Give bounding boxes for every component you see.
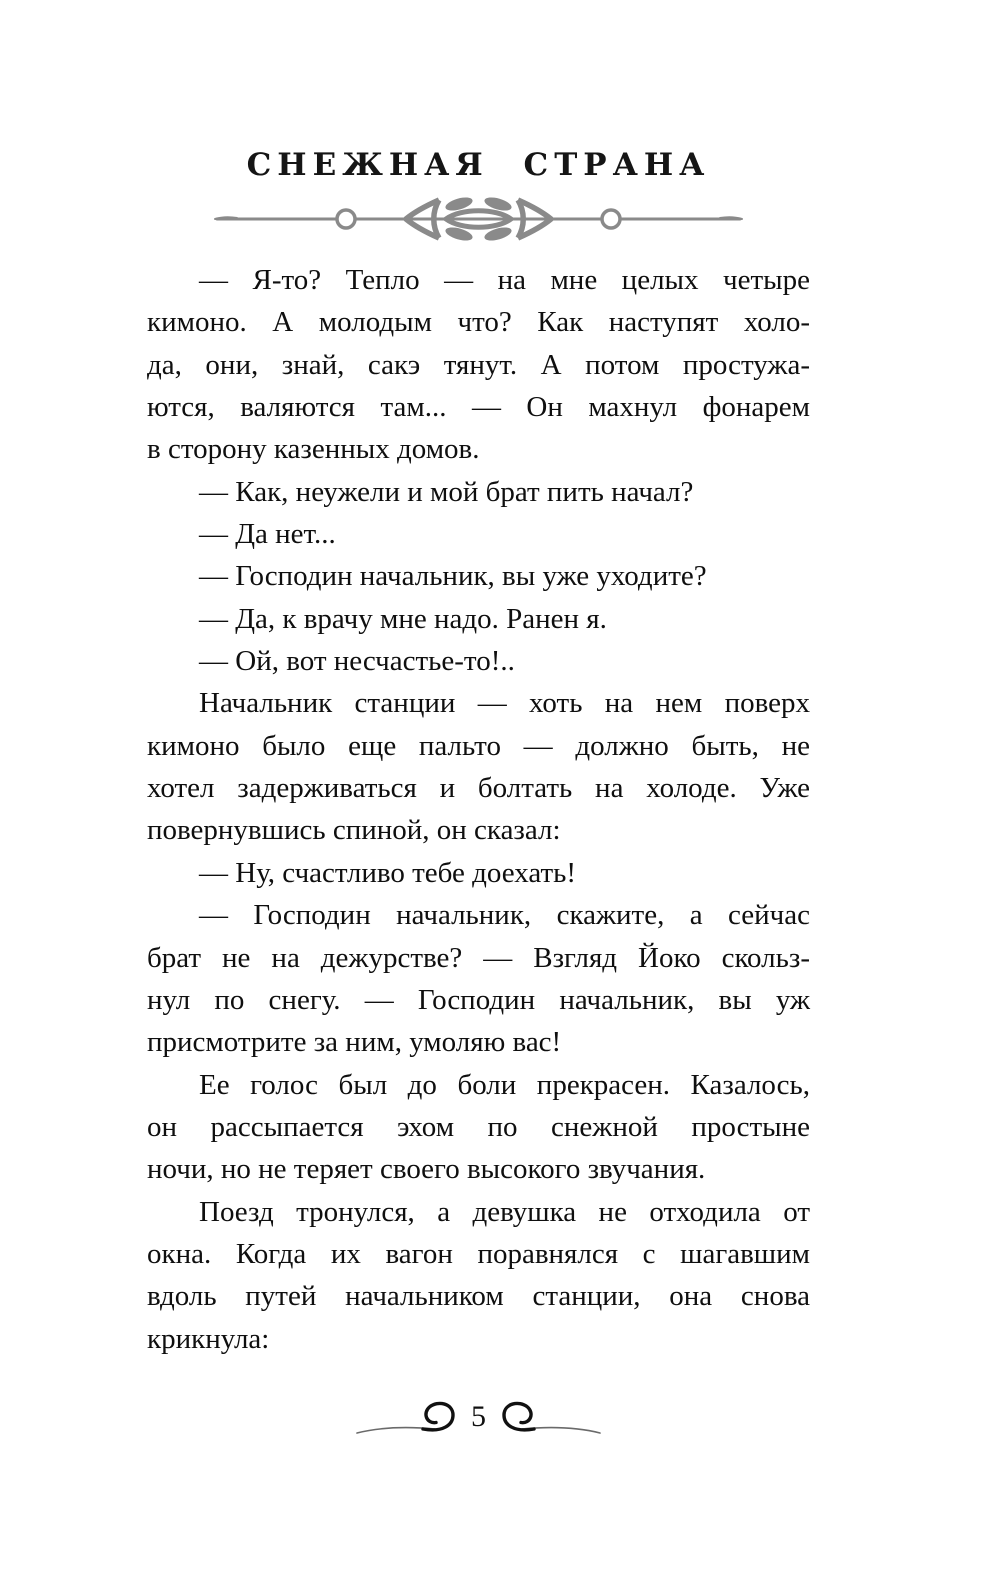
paragraph xyxy=(147,640,810,682)
text-line: — Господин начальник, скажите, а сейчас xyxy=(199,899,810,932)
text-line: вдоль путей начальником станции, она снова xyxy=(147,1280,810,1313)
text-line: Ее голос был до боли прекрасен. Казалось, xyxy=(199,1068,810,1101)
paragraph xyxy=(147,555,810,597)
paragraph xyxy=(147,682,810,851)
paragraph xyxy=(147,1064,810,1191)
footer-flourish-left-icon xyxy=(355,1397,455,1441)
paragraph xyxy=(147,598,810,640)
text-line: — Как, неужели и мой брат пить начал? xyxy=(199,475,694,508)
text-line: кимоно. А молодым что? Как наступят холо- xyxy=(147,306,810,339)
page-footer xyxy=(147,1396,810,1442)
text-line: окна. Когда их вагон поравнялся с шагавшим xyxy=(147,1237,810,1270)
paragraph xyxy=(147,894,810,1063)
text-line: — Ну, счастливо тебе доехать! xyxy=(199,856,577,889)
paragraph xyxy=(147,259,810,471)
text-line: хотел задерживаться и болтать на холоде. Уже xyxy=(147,772,810,805)
text-line: в сторону казенных домов. xyxy=(147,433,480,466)
divider-ornament xyxy=(147,194,810,244)
text-line: — Да нет... xyxy=(199,518,336,551)
text-line: Начальник станции — хоть на нем поверх xyxy=(199,687,810,720)
text-line: да, они, знай, сакэ тянут. А потом простужа- xyxy=(147,348,810,381)
text-line: — Господин начальник, вы уже уходите? xyxy=(199,560,707,593)
paragraph xyxy=(147,1191,810,1360)
text-line: крикнула: xyxy=(147,1322,270,1355)
text-line: брат не на дежурстве? — Взгляд Йоко скольз- xyxy=(147,941,810,974)
text-line: — Я-то? Тепло — на мне целых четыре xyxy=(199,264,810,296)
text-line: ночи, но не теряет своего высокого звучания. xyxy=(147,1153,706,1186)
text-line: повернувшись спиной, он сказал: xyxy=(147,814,561,847)
paragraph xyxy=(147,513,810,555)
footer-flourish-right-icon xyxy=(502,1397,602,1441)
paragraph xyxy=(147,852,810,894)
text-line: присмотрите за ним, умоляю вас! xyxy=(147,1026,562,1059)
text-line: — Да, к врачу мне надо. Ранен я. xyxy=(199,602,607,635)
paragraph xyxy=(147,471,810,513)
text-line: кимоно было еще пальто — должно быть, не xyxy=(147,729,810,762)
page-number: 5 xyxy=(471,1400,486,1433)
text-line: Поезд тронулся, а девушка не отходила от xyxy=(199,1195,810,1228)
body-text xyxy=(147,259,810,1360)
text-line: он рассыпается эхом по снежной простыне xyxy=(147,1110,810,1143)
chapter-title: СНЕЖНАЯ СТРАНА xyxy=(246,147,711,183)
divider-ornament-icon xyxy=(211,195,746,243)
text-line: нул по снегу. — Господин начальник, вы уж xyxy=(147,983,810,1016)
text-line: — Ой, вот несчастье-то!.. xyxy=(199,645,515,678)
text-line: ются, валяются там... — Он махнул фонарем xyxy=(147,391,810,424)
